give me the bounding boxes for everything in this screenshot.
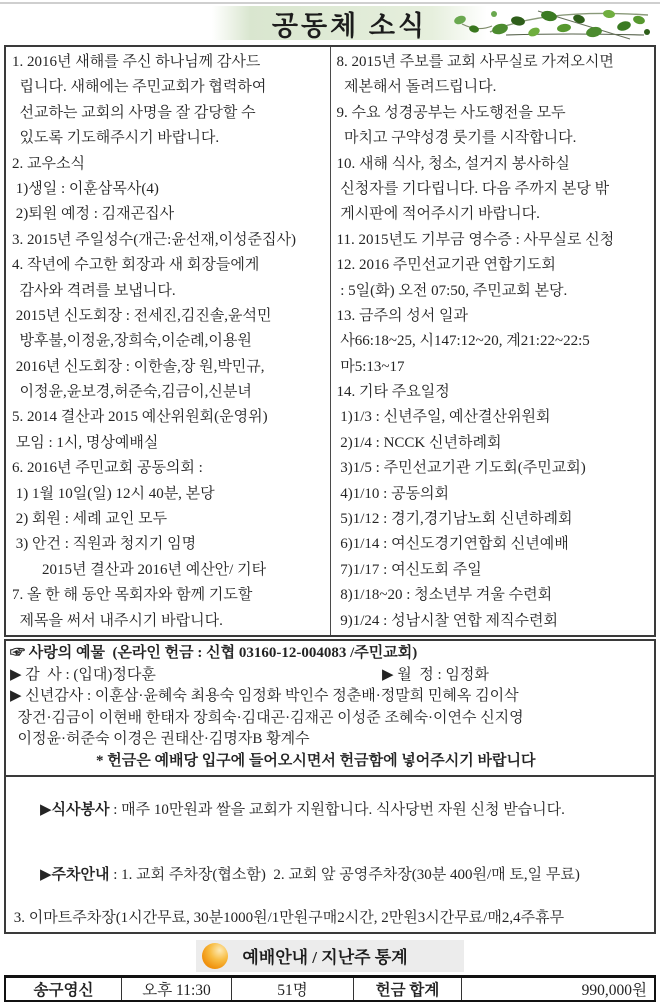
parking-info-label: ▶주차안내 [40,866,110,883]
notice-line: 선교하는 교회의 사명을 잘 감당할 수 [12,104,256,121]
parking-info-line2: 3. 이마트주차장(1시간무료, 30분1000원/1만원구매2시간, 2만원3시간무료/매2,4주휴무 [10,910,565,927]
notice-line: 5)1/12 : 경기,경기남노회 신년하례회 [336,511,573,528]
page-title: 공동체 소식 [271,10,428,41]
stats-service-time: 오후 11:30 [121,978,231,1000]
notice-line: 2. 교우소식 [12,155,85,172]
stats-attendance: 51명 [231,978,353,1000]
offering-newyear-line: 장건·김금이 이현배 한태자 장희숙·김대곤·김재곤 이성준 조혜숙·이연수 신지영 [10,709,524,726]
sun-decoration-icon [202,943,228,969]
notice-line: 제본해서 돌려드립니다. [336,79,497,96]
notice-line: 1)1/3 : 신년주일, 예산결산위원회 [336,409,551,426]
notice-line: 7. 올 한 해 동안 목회자와 함께 기도할 [12,587,253,604]
meal-service-line [10,779,650,844]
footer-header [0,940,660,972]
footer-title-band [196,940,463,972]
notice-line: 마5:13~17 [336,358,405,375]
notice-line: 10. 새해 식사, 청소, 설거지 봉사하실 [336,155,570,172]
notice-line: 제목을 써서 내주시기 바랍니다. [12,612,223,629]
notice-line: : 5일(화) 오전 07:50, 주민교회 본당. [336,282,568,299]
notice-line: 사66:18~25, 시147:12~20, 계21:22~22:5 [336,333,590,350]
notice-line: 4)1/10 : 공동의회 [336,485,450,502]
notice-column-left [6,47,330,635]
lower-sections [4,639,656,934]
offering-newyear-line: ▶ 신년감사 : 이훈삼·윤혜숙 최용숙 임정화 박인수 정춘배·정말희 민혜옥 김이삭 [10,688,519,705]
offering-newyear-line: 이정윤·허준숙 이경은 권태산·김명자B 황계수 [10,731,310,748]
notice-line: 마치고 구약성경 룻기를 시작합니다. [336,130,577,147]
offering-title: ☞ 사랑의 예물 (온라인 헌금 : 신협 03160-12-004083 /주민교회) [10,645,418,661]
notice-line: 있도록 기도해주시기 바랍니다. [12,130,220,147]
notice-line: 5. 2014 결산과 2015 예산위원회(운영위) [12,409,268,426]
notice-line: 4. 작년에 수고한 회장과 새 회장들에게 [12,257,260,274]
header [0,0,660,45]
notice-line: 신청자를 기다립니다. 다음 주까지 본당 밖 [336,180,610,197]
notice-line: 방후불,이정윤,장희숙,이순례,이용원 [12,333,252,350]
offering-monthly: ▶ 월 정 : 임정화 [382,666,489,683]
stats-offering-amount: 990,000원 [461,978,654,1000]
offering-thanks: ▶ 감 사 : (입대)정다훈 [10,666,156,683]
notice-line: 13. 금주의 성서 일과 [336,307,468,324]
offering-row [10,665,650,687]
notice-board [4,45,656,637]
notice-line: 11. 2015년도 기부금 영수증 : 사무실로 신청 [336,231,615,248]
notice-line: 1)생일 : 이훈삼목사(4) [12,180,159,197]
offering-section [6,641,654,775]
notice-line: 2)퇴원 예정 : 김재곤집사 [12,206,175,223]
notice-line: 12. 2016 주민선교기관 연합기도회 [336,257,556,274]
notice-line: 6. 2016년 주민교회 공동의회 : [12,460,203,477]
notice-line: 3. 2015년 주일성수(개근:윤선재,이성준집사) [12,231,297,248]
stats-table [4,975,656,1002]
notice-line: 3) 안건 : 직원과 청지기 임명 [12,536,197,553]
notice-line: 7)1/17 : 여신도회 주일 [336,561,482,578]
offering-note: * 헌금은 예배당 입구에 들어오시면서 헌금함에 넣어주시기 바랍니다 [96,752,536,769]
service-section [6,775,654,932]
notice-line: 8)1/18~20 : 청소년부 겨울 수련회 [336,587,553,604]
notice-line: 6)1/14 : 여신도경기연합회 신년예배 [336,536,569,553]
notice-line: 2015년 신도회장 : 전세진,김진솔,윤석민 [12,307,272,324]
footer-title: 예배안내 / 지난주 통계 [242,948,408,968]
notice-line: 모임 : 1시, 명상예배실 [12,434,159,451]
meal-service-text: : 매주 10만원과 쌀을 교회가 지원합니다. 식사당번 자원 신청 받습니다. [109,802,565,819]
parking-info-line [10,843,650,908]
parking-info-text: : 1. 교회 주차장(협소함) 2. 교회 앞 공영주차장(30분 400원/매 토,일 무료) [109,866,580,883]
notice-line: 1. 2016년 새해를 주신 하나님께 감사드 [12,54,261,70]
notice-line: 3)1/5 : 주민선교기관 기도회(주민교회) [336,460,586,477]
offering-newyear-list [10,686,650,751]
meal-service-label: ▶식사봉사 [40,802,110,819]
notice-line: 감사와 격려를 보냅니다. [12,282,176,299]
notice-line: 9. 수요 성경공부는 사도행전을 모두 [336,104,566,121]
stats-service-name: 송구영신 [33,981,94,999]
notice-line: 2) 회원 : 세례 교인 모두 [12,511,168,528]
title-band [212,6,487,40]
notice-line: 14. 기타 주요일정 [336,384,450,401]
notice-line: 9)1/24 : 성남시찰 연합 제직수련회 [336,612,558,629]
notice-line: 게시판에 적어주시기 바랍니다. [336,206,540,223]
notice-line: 이정윤,윤보경,허준숙,김금이,신분녀 [12,384,252,401]
notice-line: 2)1/4 : NCCK 신년하례회 [336,434,502,451]
notice-column-right [331,47,655,635]
leaf-decoration-icon [448,2,656,44]
notice-line: 2015년 결산과 2016년 예산안/ 기타 [12,561,267,578]
stats-offering-label: 헌금 합계 [353,978,461,1000]
notice-line: 1) 1월 10일(일) 12시 40분, 본당 [12,485,215,502]
notice-line: 8. 2015년 주보를 교회 사무실로 가져오시면 [336,54,614,70]
notice-line: 립니다. 새해에는 주민교회가 협력하여 [12,79,267,96]
notice-line: 2016년 신도회장 : 이한솔,장 원,박민규, [12,358,265,375]
